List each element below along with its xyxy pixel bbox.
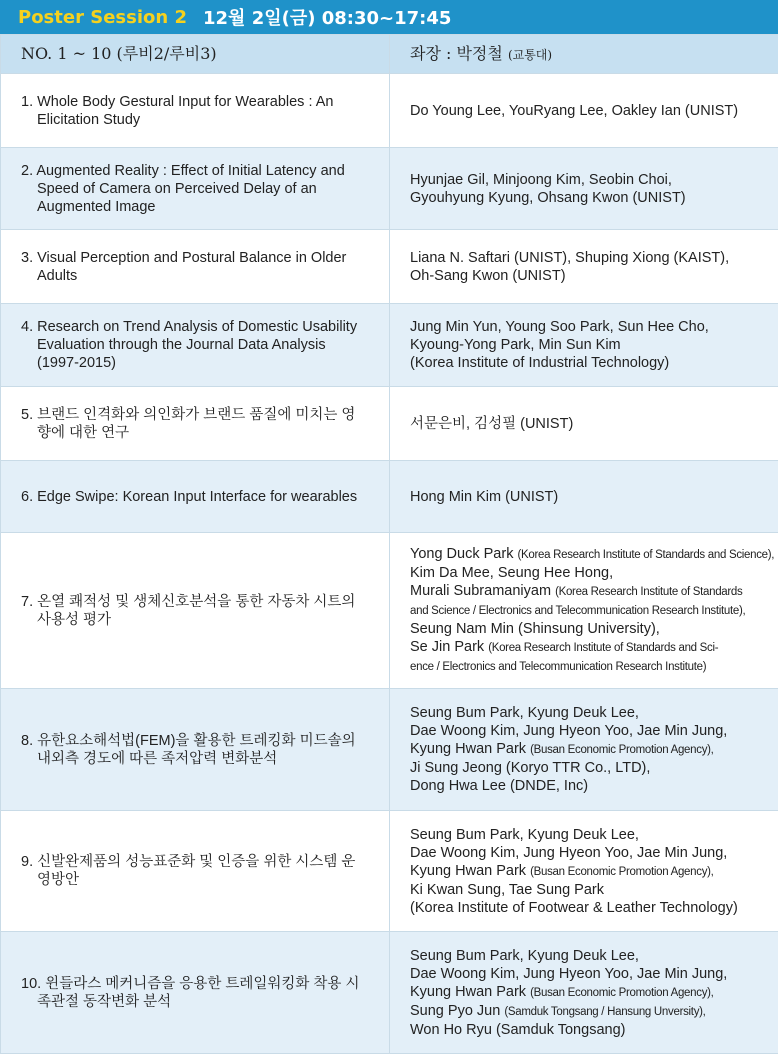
poster-title: 10. 윈들라스 메커니즘을 응용한 트레일워킹화 착용 시 족관절 동작변화 분석 — [1, 932, 390, 1054]
table-row — [1, 74, 778, 148]
poster-title: 3. Visual Perception and Postural Balance in Older Adults — [1, 230, 390, 304]
table-row — [1, 387, 778, 461]
poster-authors: Seung Bum Park, Kyung Deuk Lee, Dae Woong Kim, Jung Hyeon Yoo, Jae Min Jung, Kyung Hwan Park (Busan Economic Promotion Agency), Ki Kwan Sung, Tae Sung Park (Korea Institute of Footwear & Leather Technology) — [390, 811, 778, 932]
poster-authors: Yong Duck Park (Korea Research Institute of Standards and Science), Kim Da Mee, Seung Hee Hong, Murali Subramaniyam (Korea Research Institute of Standards and Science / Electronics and Telecommunication Research Institute), Seung Nam Min (Shinsung University), Se Jin Park (Korea Research Institute of Standards and Sci- ence / Electronics and Telecommunication Research Institute) — [390, 533, 778, 689]
number-range-header: NO. 1 ~ 10 (루비2/루비3) — [1, 35, 390, 74]
session-title: Poster Session 2 — [18, 6, 187, 28]
poster-title: 9. 신발완제품의 성능표준화 및 인증을 위한 시스템 운영방안 — [1, 811, 390, 932]
chair-label: 좌장 : 박정철 — [410, 43, 503, 63]
poster-authors: Liana N. Saftari (UNIST), Shuping Xiong (KAIST), Oh-Sang Kwon (UNIST) — [390, 230, 778, 304]
poster-authors: Do Young Lee, YouRyang Lee, Oakley Ian (UNIST) — [390, 74, 778, 148]
poster-authors: Seung Bum Park, Kyung Deuk Lee, Dae Woong Kim, Jung Hyeon Yoo, Jae Min Jung, Kyung Hwan Park (Busan Economic Promotion Agency), Ji Sung Jeong (Koryo TTR Co., LTD), Dong Hwa Lee (DNDE, Inc) — [390, 689, 778, 811]
poster-authors: Hong Min Kim (UNIST) — [390, 461, 778, 533]
session-datetime: 12월 2일(금) 08:30~17:45 — [202, 8, 452, 29]
poster-title: 8. 유한요소해석법(FEM)을 활용한 트레킹화 미드솔의 내외측 경도에 따른 족저압력 변화분석 — [1, 689, 390, 811]
chair-header — [390, 35, 778, 74]
poster-authors: 서문은비, 김성필 (UNIST) — [390, 387, 778, 461]
poster-title: 1. Whole Body Gestural Input for Wearables : An Elicitation Study — [1, 74, 390, 148]
poster-title: 6. Edge Swipe: Korean Input Interface for wearables — [1, 461, 390, 533]
table-row — [1, 689, 778, 811]
table-row — [1, 461, 778, 533]
table-row — [1, 304, 778, 387]
table-row — [1, 230, 778, 304]
table-row — [1, 811, 778, 932]
poster-title: 2. Augmented Reality : Effect of Initial Latency and Speed of Camera on Perceived Delay of an Augmented Image — [1, 148, 390, 230]
poster-table — [0, 34, 778, 1054]
session-header — [0, 0, 778, 34]
poster-title: 7. 온열 쾌적성 및 생체신호분석을 통한 자동차 시트의 사용성 평가 — [1, 533, 390, 689]
poster-title: 4. Research on Trend Analysis of Domestic Usability Evaluation through the Journal Data Analysis (1997-2015) — [1, 304, 390, 387]
table-row — [1, 148, 778, 230]
table-row — [1, 533, 778, 689]
table-header-row — [1, 35, 778, 74]
poster-authors: Hyunjae Gil, Minjoong Kim, Seobin Choi, Gyouhyung Kyung, Ohsang Kwon (UNIST) — [390, 148, 778, 230]
poster-title: 5. 브랜드 인격화와 의인화가 브랜드 품질에 미치는 영향에 대한 연구 — [1, 387, 390, 461]
poster-authors: Jung Min Yun, Young Soo Park, Sun Hee Cho, Kyoung-Yong Park, Min Sun Kim (Korea Institute of Industrial Technology) — [390, 304, 778, 387]
table-row — [1, 932, 778, 1054]
chair-affiliation: (교통대) — [507, 47, 553, 62]
poster-authors: Seung Bum Park, Kyung Deuk Lee, Dae Woong Kim, Jung Hyeon Yoo, Jae Min Jung, Kyung Hwan Park (Busan Economic Promotion Agency), Sung Pyo Jun (Samduk Tongsang / Hansung Unversity), Won Ho Ryu (Samduk Tongsang) — [390, 932, 778, 1054]
